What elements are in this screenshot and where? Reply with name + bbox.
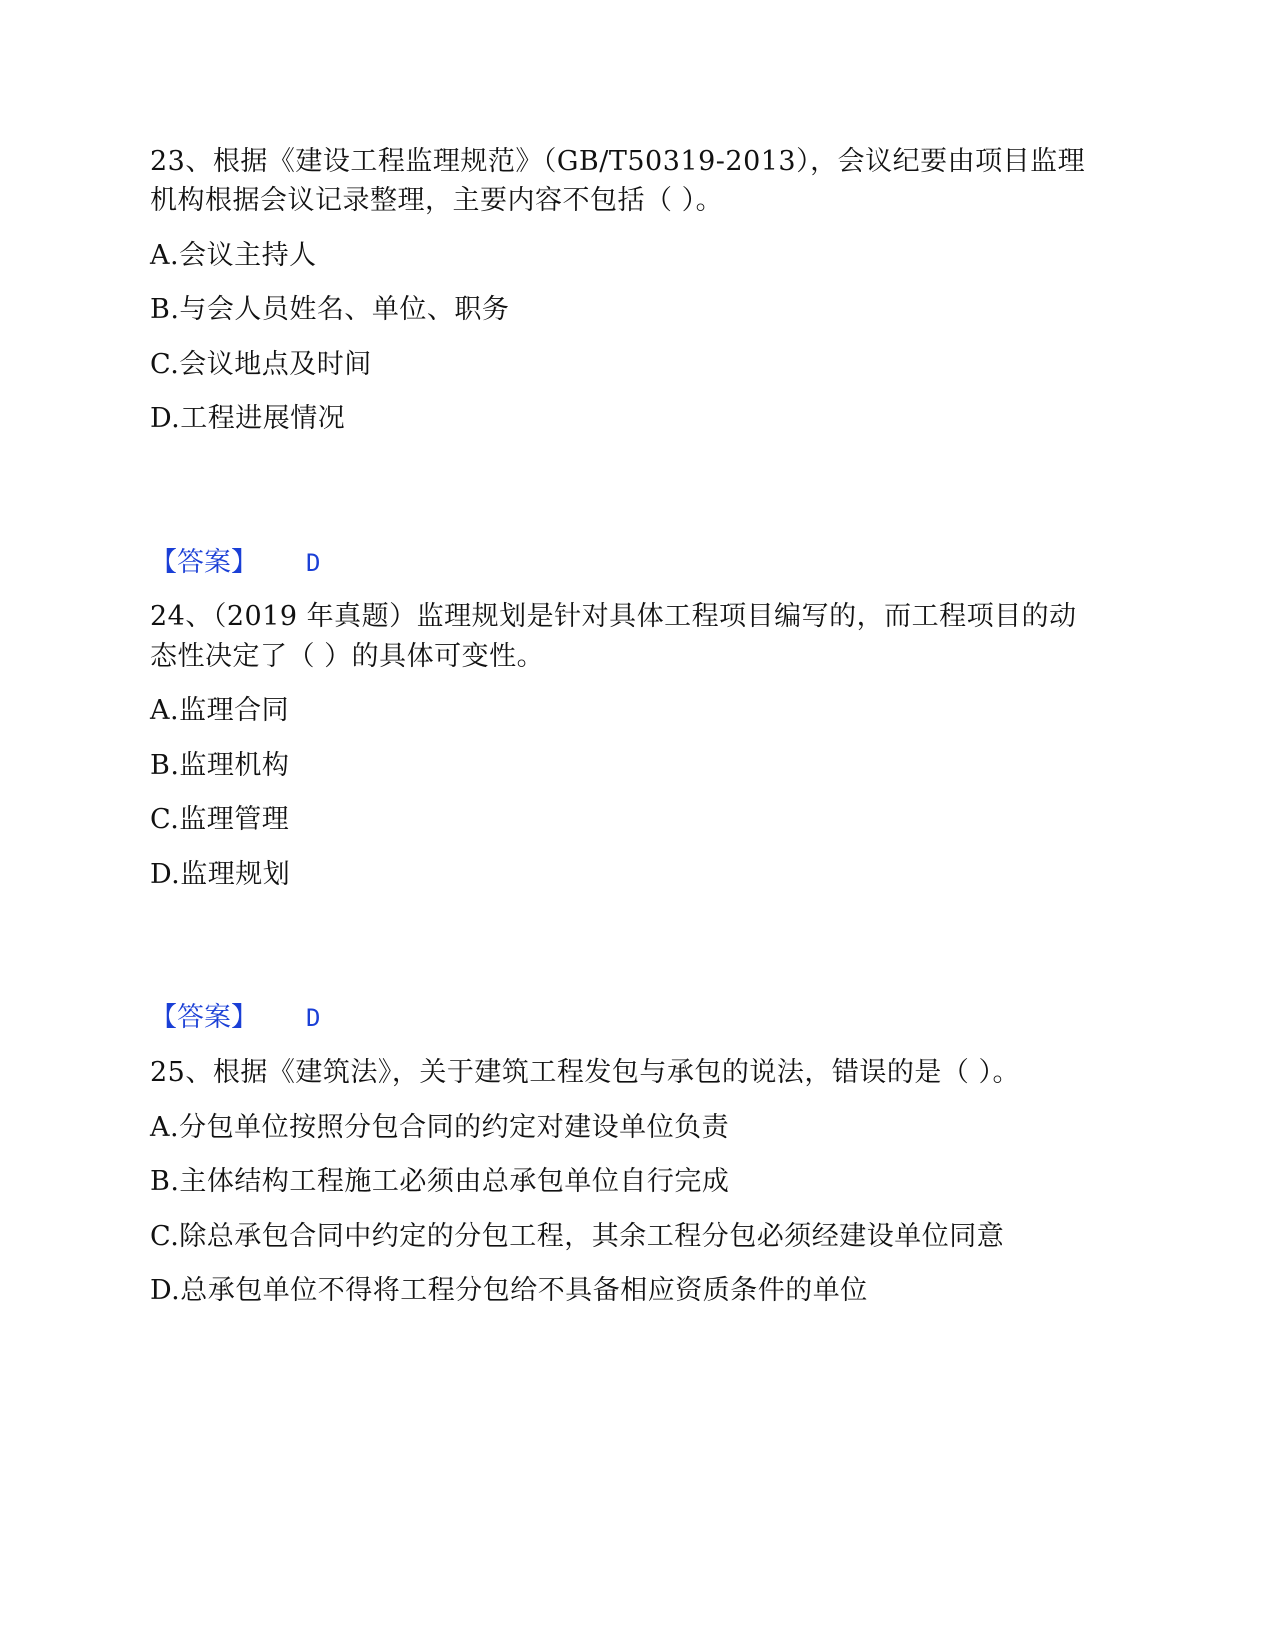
answer-label: 【答案】	[150, 547, 258, 578]
question-25-text-line-1: 25、根据《建筑法》，关于建筑工程发包与承包的说法，错误的是（ ）。	[150, 1057, 1020, 1088]
question-23-text-line-2: 机构根据会议记录整理，主要内容不包括（ ）。	[150, 185, 724, 216]
question-25-option-a: A.分包单位按照分包合同的约定对建设单位负责	[150, 1112, 730, 1143]
question-24-text-line-2: 态性决定了（ ）的具体可变性。	[150, 641, 545, 672]
question-23-option-a: A.会议主持人	[150, 240, 317, 271]
question-23-text-line-1: 23、根据《建设工程监理规范》（GB/T50319-2013），会议纪要由项目监理	[150, 146, 1086, 177]
question-25-option-d: D.总承包单位不得将工程分包给不具备相应资质条件的单位	[150, 1275, 868, 1306]
question-24-option-b: B.监理机构	[150, 750, 290, 781]
question-23-option-b: B.与会人员姓名、单位、职务	[150, 294, 510, 325]
question-24-answer	[150, 998, 320, 1038]
answer-value: D	[306, 1004, 321, 1032]
question-24-option-a: A.监理合同	[150, 695, 290, 726]
question-23-answer	[150, 543, 320, 583]
answer-label: 【答案】	[150, 1002, 258, 1033]
question-25-option-b: B.主体结构工程施工必须由总承包单位自行完成	[150, 1166, 730, 1197]
question-24-option-d: D.监理规划	[150, 859, 291, 890]
question-25-option-c: C.除总承包合同中约定的分包工程，其余工程分包必须经建设单位同意	[150, 1221, 1005, 1252]
question-23-option-c: C.会议地点及时间	[150, 349, 372, 380]
answer-value: D	[306, 549, 321, 577]
question-24-text-line-1: 24、（2019 年真题）监理规划是针对具体工程项目编写的，而工程项目的动	[150, 601, 1077, 632]
question-24-option-c: C.监理管理	[150, 804, 290, 835]
question-23-option-d: D.工程进展情况	[150, 403, 346, 434]
